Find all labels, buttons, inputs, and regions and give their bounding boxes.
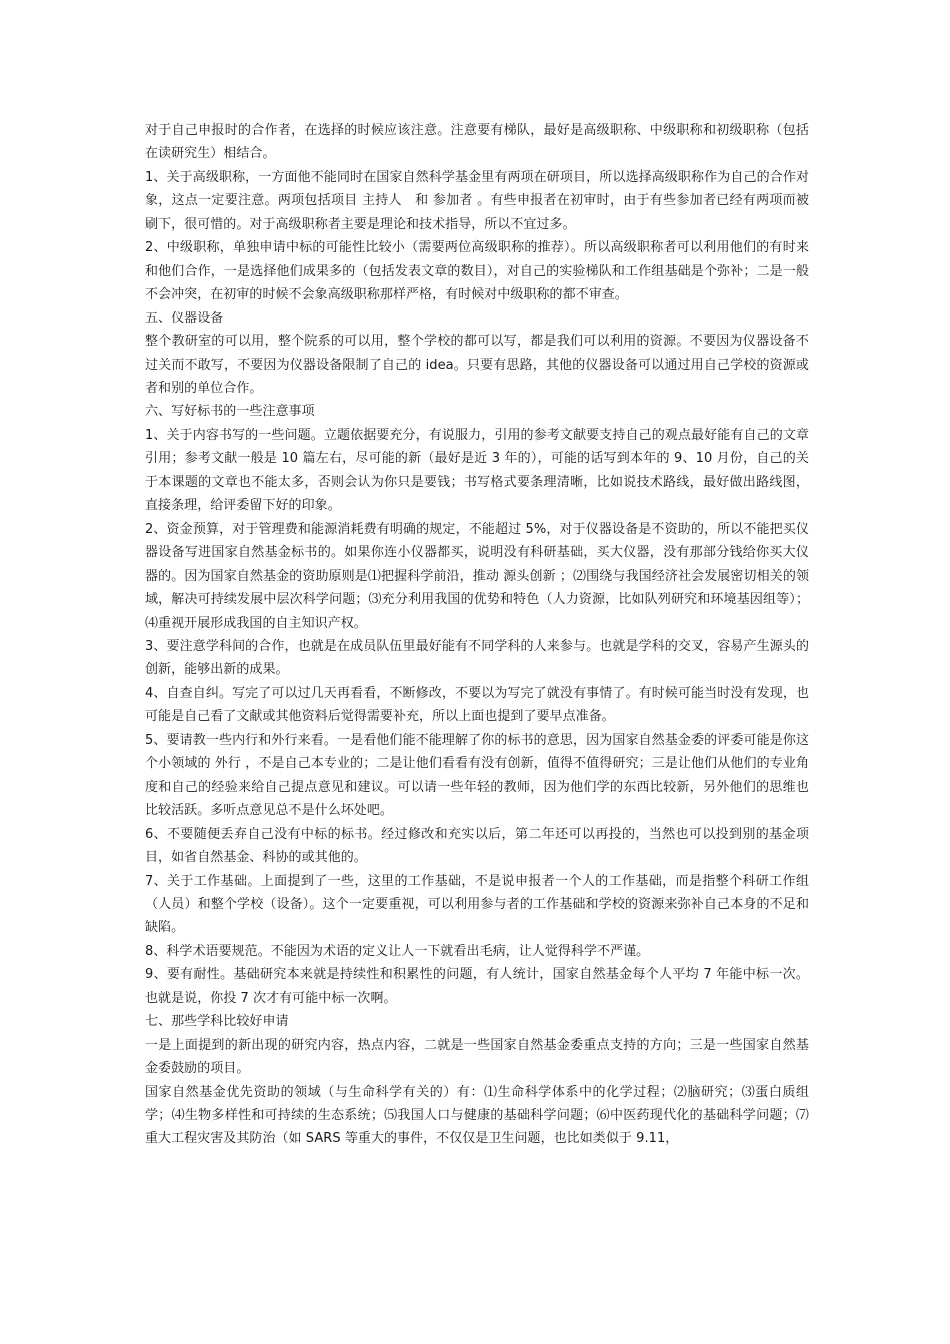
paragraph-collaborators-intro: 对于自己申报时的合作者，在选择的时候应该注意。注意要有梯队，最好是高级职称、中级职称和初级职称（包括在读研究生）相结合。 (145, 123, 809, 162)
paragraph-interdisciplinary: 3、要注意学科间的合作，也就是在成员队伍里最好能有不同学科的人来参与。也就是学科的交叉，容易产生源头的创新，能够出新的成果。 (145, 638, 809, 678)
paragraph-content-writing: 1、关于内容书写的一些问题。立题依据要充分，有说服力，引用的参考文献要支持自己的观点最好能有自己的文章引用；参考文献一般是 10 篇左右，尽可能的新（最好是近 3 年的），可能的话写到本年的 9、10 月份，自己的关于本课题的文章也不能太多，否则会认为你只是要钱；书写格式要条理清晰，比如说技术路线，最好做出路线图，直接条理，给评委留下好的印象。 (145, 427, 809, 514)
paragraph-priority-areas: 国家自然基金优先资助的领域（与生命科学有关的）有：⑴生命科学体系中的化学过程；⑵脑研究；⑶蛋白质组学；⑷生物多样性和可持续的生态系统；⑸我国人口与健康的基础科学问题；⑹中医药现代化的基础科学问题；⑺重大工程灾害及其防治（如 SARS 等重大的事件，不仅仅是卫生问题，也比如类似于 9.11， (145, 1084, 809, 1147)
paragraph-senior-title: 1、关于高级职称，一方面他不能同时在国家自然科学基金里有两项在研项目，所以选择高级职称作为自己的合作对象，这点一定要注意。两项包括项目 主持人 和 参加者 。有些申报者在初审时，由于有些参加者已经有两项而被刷下，很可惜的。对于高级职称者主要是理论和技术指导，所以不宜过多。 (145, 169, 809, 232)
paragraph-peer-review: 5、要请教一些内行和外行来看。一是看他们能不能理解了你的标书的意思，因为国家自然基金委的评委可能是你这个小领域的 外行 ，不是自己本专业的；二是让他们看看有没有创新，值得不值得研究；三是让他们从他们的专业角度和自己的经验来给自己提点意见和建议。可以请一些年轻的教师，因为他们学的东西比较新，另外他们的思维也比较活跃。多听点意见总不是什么坏处吧。 (145, 732, 809, 819)
paragraph-equipment: 整个教研室的可以用，整个院系的可以用，整个学校的都可以写，都是我们可以利用的资源。不要因为仪器设备不过关而不敢写，不要因为仪器设备限制了自己的 idea。只要有思路，其他的仪器设备可以通过用自己学校的资源或者和别的单位合作。 (145, 334, 809, 396)
paragraph-self-check: 4、自查自纠。写完了可以过几天再看看，不断修改，不要以为写完了就没有事情了。有时候可能当时没有发现，也可能是自己看了文献或其他资料后觉得需要补充，所以上面也提到了要早点准备。 (145, 685, 809, 725)
paragraph-work-foundation: 7、关于工作基础。上面提到了一些，这里的工作基础，不是说申报者一个人的工作基础，而是指整个科研工作组（人员）和整个学校（设备）。这个一定要重视，可以利用参与者的工作基础和学校的资源来弥补自己本身的不足和缺陷。 (145, 873, 809, 936)
paragraph-intermediate-title: 2、中级职称，单独申请中标的可能性比较小（需要两位高级职称的推荐）。所以高级职称者可以利用他们的有时来和他们合作，一是选择他们成果多的（包括发表文章的数目），对自己的实验梯队和工作组基础是个弥补；二是一般不会冲突，在初审的时候不会象高级职称那样严格，有时候对中级职称的都不审查。 (145, 240, 809, 303)
section-heading-writing-notes: 六、写好标书的一些注意事项 (145, 404, 315, 420)
paragraph-budget: 2、资金预算，对于管理费和能源消耗费有明确的规定，不能超过 5%，对于仪器设备是不资助的，所以不能把买仪器设备写进国家自然基金标书的。如果你连小仪器都买，说明没有科研基础，买大仪器，没有那部分钱给你买大仪器的。因为国家自然基金的资助原则是⑴把握科学前沿，推动 源头创新 ；⑵围绕与我国经济社会发展密切相关的领域，解决可持续发展中层次科学问题；⑶充分利用我国的优势和特色（人力资源，比如队列研究和环境基因组等）；⑷重视开展形成我国的自主知识产权。 (145, 521, 809, 631)
paragraph-disciplines: 一是上面提到的新出现的研究内容，热点内容，二就是一些国家自然基金委重点支持的方向；三是一些国家自然基金委鼓励的项目。 (145, 1037, 809, 1077)
paragraph-resubmit: 6、不要随便丢弃自己没有中标的标书。经过修改和充实以后，第二年还可以再投的，当然也可以投到别的基金项目，如省自然基金、科协的或其他的。 (145, 826, 809, 866)
section-heading-equipment: 五、仪器设备 (145, 310, 224, 326)
section-heading-disciplines: 七、那些学科比较好申请 (145, 1014, 289, 1030)
document-page (145, 119, 809, 1151)
paragraph-terminology: 8、科学术语要规范。不能因为术语的定义让人一下就看出毛病，让人觉得科学不严谨。 (145, 943, 650, 959)
paragraph-patience: 9、要有耐性。基础研究本来就是持续性和积累性的问题，有人统计，国家自然基金每个人平均 7 年能中标一次。也就是说，你投 7 次才有可能中标一次啊。 (145, 967, 809, 1006)
